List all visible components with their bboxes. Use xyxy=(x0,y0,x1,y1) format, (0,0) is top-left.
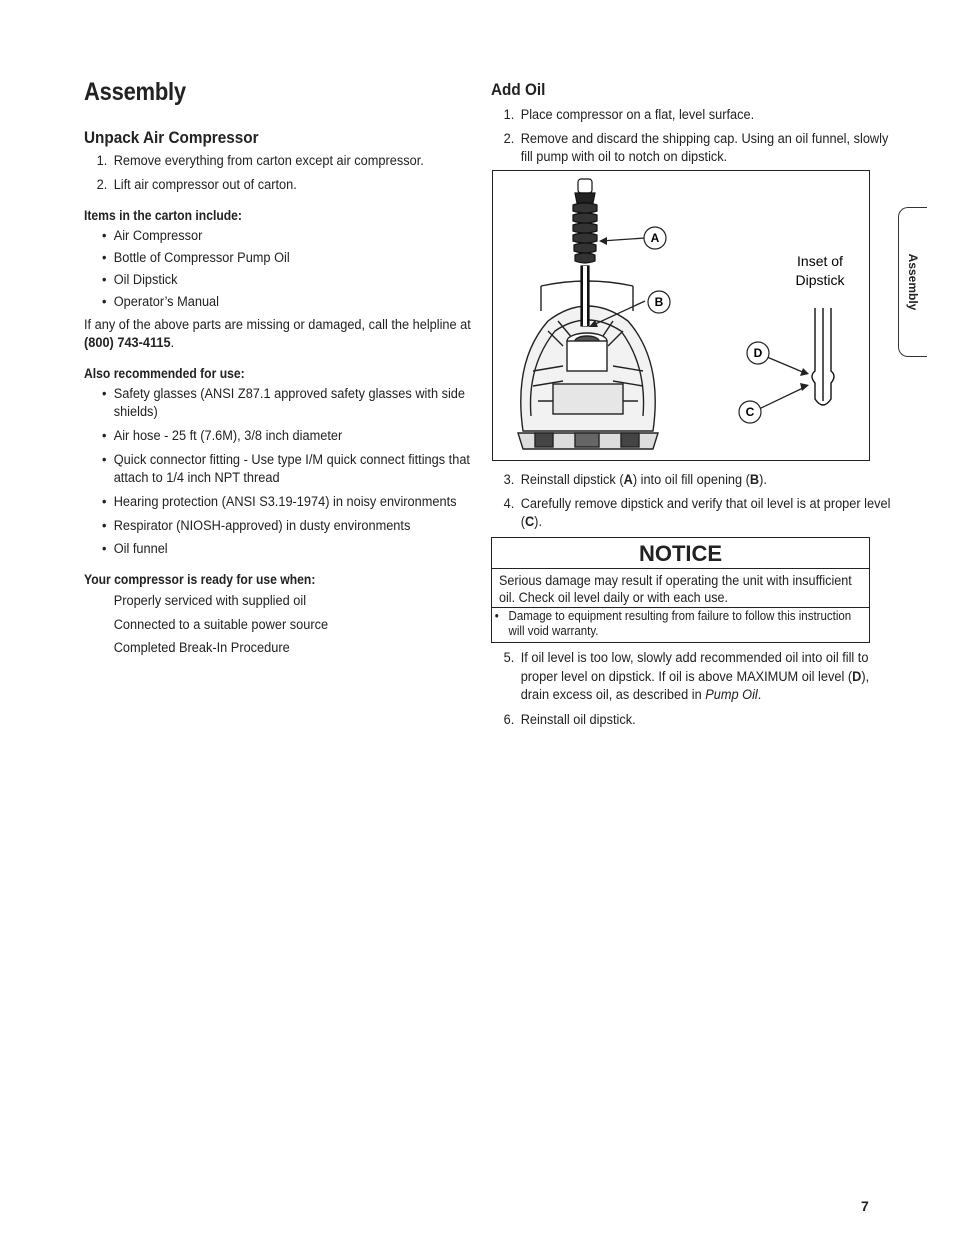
add-oil-section xyxy=(491,80,889,166)
list-item: • Air Compressor xyxy=(102,228,203,244)
dipstick-figure xyxy=(492,170,870,461)
unpack-steps xyxy=(84,152,474,194)
recommended-list xyxy=(84,385,474,558)
list-item: • Hearing protection (ANSI S3.19-1974) in noisy environments xyxy=(102,494,457,510)
add-oil-steps-bottom xyxy=(491,649,871,729)
notice-bullet: • Damage to equipment resulting from failure to follow this instruction will void warranty. xyxy=(494,609,852,638)
list-item: 5. If oil level is too low, slowly add recommended oil into oil fill to proper level on dipstick. If oil is above MAXIMUM oil level (D), drain excess oil, as described in Pump Oil. xyxy=(503,650,870,703)
list-item: Connected to a suitable power source xyxy=(113,617,329,633)
callout-b-label: B xyxy=(654,295,664,309)
list-item: Completed Break-In Procedure xyxy=(113,640,290,656)
section-side-tab xyxy=(898,207,927,357)
list-item: • Bottle of Compressor Pump Oil xyxy=(102,250,290,266)
list-item: 6. Reinstall oil dipstick. xyxy=(503,711,636,728)
callout-a-label: A xyxy=(650,231,660,245)
list-item: • Respirator (NIOSH-approved) in dusty environments xyxy=(102,518,411,534)
dipstick-inset xyxy=(812,308,834,405)
list-item: 1. Place compressor on a flat, level surface. xyxy=(503,107,755,123)
callout-d-label: D xyxy=(753,346,763,360)
list-item: 3. Reinstall dipstick (A) into oil fill opening (B). xyxy=(503,472,767,488)
ready-list xyxy=(84,592,474,657)
list-item: Properly serviced with supplied oil xyxy=(113,593,307,609)
list-item: 2. Remove and discard the shipping cap. Using an oil funnel, slowly fill pump with oil to notch on dipstick. xyxy=(503,131,889,165)
list-item: 1. Remove everything from carton except air compressor. xyxy=(96,153,424,169)
notice-title: NOTICE xyxy=(492,538,869,569)
ready-heading: Your compressor is ready for use when: xyxy=(84,572,316,587)
list-item: • Operator’s Manual xyxy=(102,294,219,310)
inset-label-line2: Dipstick xyxy=(795,272,845,288)
items-list xyxy=(84,227,474,311)
add-oil-steps-top xyxy=(491,106,889,166)
items-heading: Items in the carton include: xyxy=(84,208,242,223)
list-item: • Oil funnel xyxy=(102,541,168,557)
inset-label-line1: Inset of xyxy=(797,253,843,269)
missing-parts-text: If any of the above parts are missing or damaged, call the helpline at (800) 743-4115. xyxy=(84,317,471,351)
recommended-heading: Also recommended for use: xyxy=(84,366,245,381)
page-title: Assembly xyxy=(84,78,186,106)
list-item: • Quick connector fitting - Use type I/M quick connect fittings that attach to 1/4 inch NPT thread xyxy=(102,452,470,486)
unpack-heading: Unpack Air Compressor xyxy=(84,128,259,147)
notice-box xyxy=(491,537,870,643)
list-item: • Oil Dipstick xyxy=(102,272,178,288)
helpline-number: (800) 743-4115 xyxy=(84,335,171,351)
side-tab-label: Assembly xyxy=(906,253,920,311)
notice-body: Serious damage may result if operating the unit with insufficient oil. Check oil level daily or with each use. xyxy=(492,569,869,608)
dipstick-a xyxy=(573,179,597,326)
callout-c-label: C xyxy=(745,405,755,419)
add-oil-heading: Add Oil xyxy=(491,80,546,99)
left-column xyxy=(84,78,474,657)
add-oil-steps-middle xyxy=(491,471,891,531)
page-number: 7 xyxy=(861,1198,869,1214)
list-item: 2. Lift air compressor out of carton. xyxy=(96,177,297,193)
list-item: 4. Carefully remove dipstick and verify that oil level is at proper level (C). xyxy=(503,496,891,530)
list-item: • Safety glasses (ANSI Z87.1 approved safety glasses with side shields) xyxy=(102,386,466,420)
list-item: • Air hose - 25 ft (7.6M), 3/8 inch diameter xyxy=(102,428,343,444)
compressor-dipstick-illustration xyxy=(493,171,869,460)
